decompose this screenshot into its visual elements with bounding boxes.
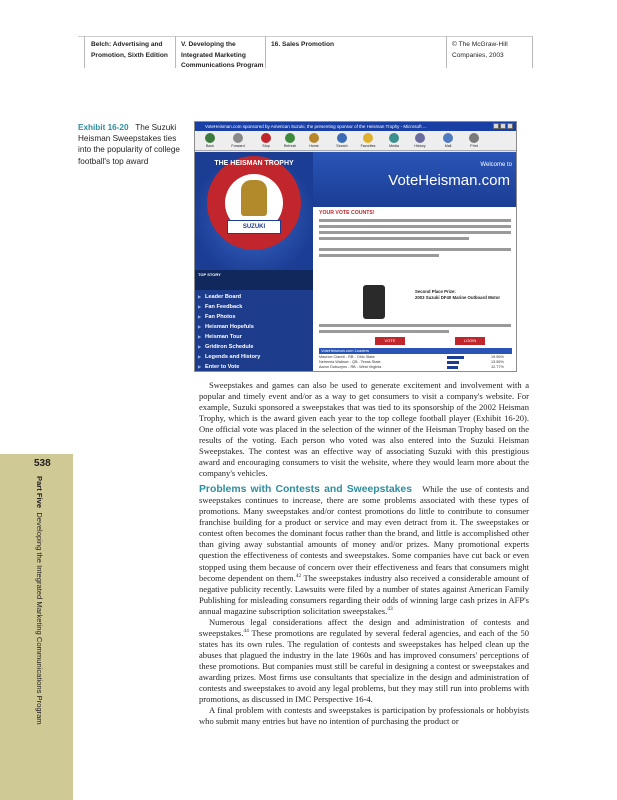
top-story-heading: TOP STORY [198,272,221,277]
leader-row [319,365,512,370]
footnote-ref: 44 [243,627,249,634]
toolbar-refresh [281,133,299,148]
header-part-title [181,40,263,72]
toolbar-label: Print [470,144,478,148]
header-divider [265,36,266,68]
site-sidebar [195,152,313,372]
header-line: Promotion, Sixth Edition [91,51,168,59]
toolbar-label: Stop [262,144,270,148]
nav-item-enter-to-vote[interactable]: ▶ Enter to Vote [195,362,313,372]
paragraph-text: While the use of contests and sweepstakes continues to increase, there are some problems associated with these types of promotions. Many sweepstakes and/or contest promotions do little to contribute to consumer franchise building for a product or service and may even detract from it. The sweepstakes or contest often becomes the dominant focus rather than the brand, and little is accomplished other than giving away substantial amounts of money and/or prizes. Many promotional experts question the effectiveness of contests and sweepstakes. Some companies have cut back or even stopped using them because of concern over their effectiveness and fears that consumers might become dependent on them. [199,484,529,583]
paragraph-text: The sweepstakes industry also received a considerable amount of negative publicity recently. Lawsuits were filed by a number of states against American Family Publishing for misleading consumers regarding their odds of winning large cash prizes in AFP's annual magazine subscription solicitation sweepstakes. [199,572,529,616]
toolbar-favorites [359,133,377,148]
header-line: Belch: Advertising and [91,41,163,48]
paragraph [199,617,529,705]
header-chapter-title [271,40,334,51]
toolbar-back [201,133,219,148]
toolbar-mail [439,133,457,148]
exhibit-caption-text: The Suzuki Heisman Sweepstakes ties into the popularity of college football's top award [78,123,180,166]
text-line [319,324,511,327]
toolbar-label: Media [389,144,399,148]
site-name: VoteHeisman.com [388,172,510,189]
heisman-seal-text: THE HEISMAN TROPHY [214,160,294,167]
leader-pct: 13.56% [491,360,504,364]
nav-item-leader-board[interactable]: ▶ Leader Board [195,292,313,302]
toolbar-label: Search [336,144,348,148]
vote-heading: YOUR VOTE COUNTS! [319,210,375,216]
toolbar-label: Home [309,144,319,148]
browser-titlebar [195,122,516,131]
leader-pct: 12.77% [491,365,504,369]
web-page [195,152,517,372]
toolbar-media [385,133,403,148]
toolbar-history [411,133,429,148]
nav-item-gridiron-schedule[interactable]: ▶ Gridiron Schedule [195,342,313,352]
site-banner [313,152,517,207]
header-line: 16. Sales Promotion [271,41,335,48]
header-rule [78,36,533,37]
text-line [319,225,511,228]
refresh-icon [285,133,295,143]
nav-item-fan-feedback[interactable]: ▶ Fan Feedback [195,302,313,312]
exhibit-label: Exhibit 16-20 [78,123,129,132]
toolbar-search [333,133,351,148]
leader-name: Maurice Clarett - RB - Ohio State [319,355,375,359]
paragraph [199,484,529,616]
outboard-motor-image [363,285,385,319]
text-line [319,248,511,251]
leaders-heading: VoteHeisman.com Leaders [319,348,512,354]
paragraph-text: These promotions are regulated by several federal agencies, and each of the 50 states has its own rules. The regulation of contests and sweepstakes has helped clean up the abuses that plagued the industry in the late 1960s and has improved consumers' perceptions of these promotions. But companies must still be careful in designing a contest or sweepstakes and awarding prizes. Most firms use consultants that specialize in the design and administration of contests and sweepstakes to avoid any legal problems, but they may still run into problems with promotions, as discussed in IMC Perspective 16-4. [199,627,529,704]
welcome-text: Welcome to [480,162,512,168]
toolbar-print [465,133,483,148]
text-line [319,237,469,240]
header-copyright [452,40,508,61]
prize-label: Second Place Prize: [415,289,456,294]
header-line: © The McGraw-Hill [452,41,508,48]
toolbar-label: Favorites [360,144,376,148]
footnote-ref: 43 [387,605,393,612]
toolbar-label: Forward [231,144,245,148]
header-line: Integrated Marketing [181,51,246,59]
close-icon [507,123,513,129]
search-icon [337,133,347,143]
text-line [319,231,511,234]
trophy-icon [241,180,267,216]
exhibit-screenshot [194,121,517,372]
part-running-title [35,476,44,725]
minimize-icon [493,123,499,129]
maximize-icon [500,123,506,129]
nav-item-legends-history[interactable]: ▶ Legends and History [195,352,313,362]
suzuki-logo: SUZUKI [227,220,281,234]
history-icon [415,133,425,143]
text-line [319,254,439,257]
header-divider [175,36,176,68]
part-title: Developing the Integrated Marketing Communications Program [35,512,44,725]
header-divider [84,36,85,68]
header-divider [446,36,447,68]
nav-item-heisman-tour[interactable]: ▶ Heisman Tour [195,332,313,342]
toolbar-label: History [414,144,426,148]
section-heading: Problems with Contests and Sweepstakes [199,484,412,496]
mail-icon [443,133,453,143]
browser-window-title: VoteHeisman.com sponsored by American Suzuki, the presenting sponsor of the Heisman Trophy - Microsoft ... [205,124,427,129]
leader-name: Aaron Dobuzyns - RB - West Virginia [319,365,382,369]
favorites-icon [363,133,373,143]
toolbar-forward [229,133,247,148]
toolbar-home [305,133,323,148]
body-text [199,380,529,727]
text-line [319,219,511,222]
leaders-table [319,355,512,370]
header-book-title [91,40,168,61]
nav-item-fan-photos[interactable]: ▶ Fan Photos [195,312,313,322]
page-number: 538 [34,458,51,469]
heisman-logo-area [195,152,313,270]
browser-toolbar [195,131,516,151]
header-line: V. Developing the [181,41,236,48]
leader-name: Nehemia Wallace - QB - Texas State [319,360,381,364]
back-icon [205,133,215,143]
text-line [319,330,449,333]
header-line: Companies, 2003 [452,51,504,59]
header-divider [532,36,533,68]
toolbar-label: Refresh [283,144,297,148]
window-controls [492,123,514,130]
nav-item-heisman-hopefuls[interactable]: ▶ Heisman Hopefuls [195,322,313,332]
site-main [313,152,517,372]
print-icon [469,133,479,143]
stop-icon [261,133,271,143]
toolbar-stop [257,133,275,148]
leader-bar [447,366,458,369]
top-story[interactable] [195,270,313,290]
footnote-ref: 42 [295,572,302,579]
login-button[interactable]: LOGIN [455,337,485,345]
prize-name: 2003 Suzuki DF40 Marine Outboard Motor [415,294,500,300]
home-icon [309,133,319,143]
leader-bar [447,356,464,359]
leader-bar [447,361,459,364]
leader-pct: 19.56% [491,355,504,359]
media-icon [389,133,399,143]
prize-info [415,289,500,300]
paragraph: A final problem with contests and sweepstakes is participation by professionals or hobbyists who submit many entries but have no intention of purchasing the product or [199,704,529,726]
header-line: Communications Program [181,62,264,69]
paragraph-text: Numerous legal considerations affect the design and administration of contests and sweepstakes. [199,616,529,638]
paragraph: Sweepstakes and games can also be used to generate excitement and involvement with a popular and timely event and/or as a way to get consumers to visit a company's website. For example, Suzuki sponsored a sweepstakes that was tied to its sponsorship of the 2002 Heisman Trophy, which is the award given each year to the top college football player (Exhibit 16-20). One official vote was placed in the selection of the winner of the Heisman Trophy based on the results of the voting. Each person who voted was also entered into the Suzuki Heisman Sweepstakes. The contest was an effective way of associating Suzuki with this prestigious award and encouraging consumers to visit the website, where they would learn more about the company's vehicles. [199,380,529,479]
vote-button[interactable]: VOTE [375,337,405,345]
part-label: Part Five [35,476,44,509]
forward-icon [233,133,243,143]
toolbar-label: Mail [444,144,452,148]
site-nav [195,292,313,372]
toolbar-label: Back [206,144,214,148]
exhibit-caption [78,122,188,167]
